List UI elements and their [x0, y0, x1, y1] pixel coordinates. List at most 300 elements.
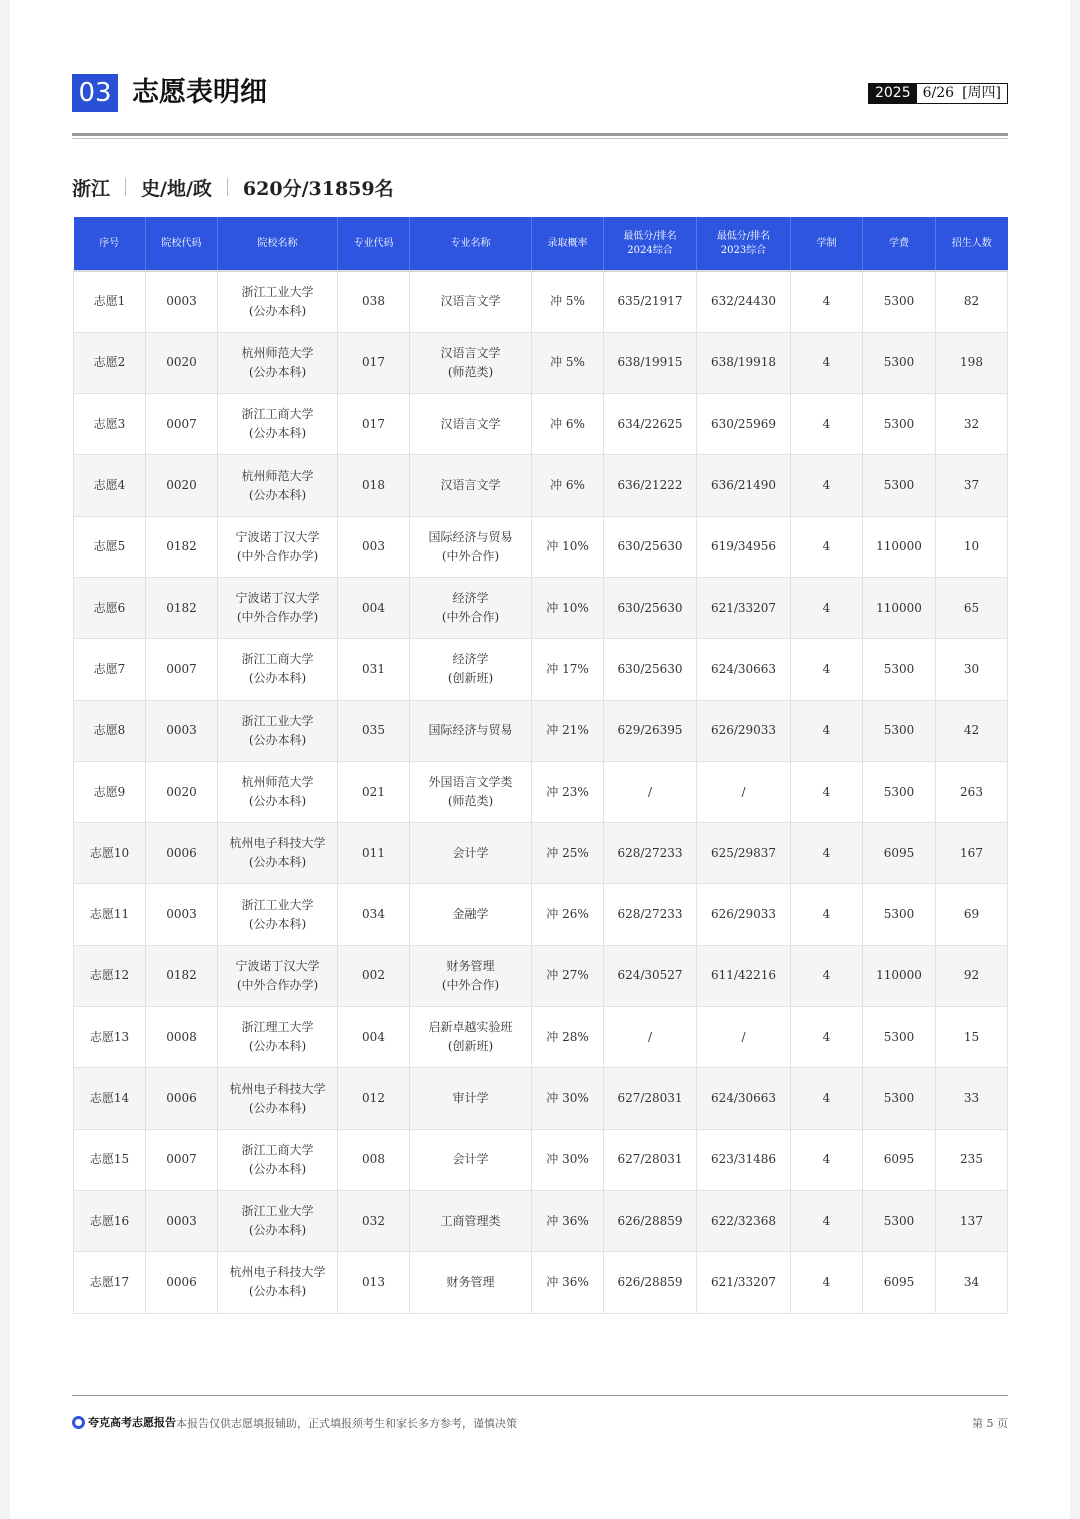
- study-years: 4: [791, 1252, 863, 1313]
- school-code: 0020: [146, 455, 218, 516]
- table-row: [74, 945, 1008, 1006]
- school-code: 0003: [146, 1190, 218, 1251]
- school-name-text: 浙江工业大学: [241, 1204, 314, 1219]
- column-header-label: 学费: [889, 237, 909, 249]
- choice-number: 志愿1: [74, 271, 146, 332]
- school-name-text: 杭州电子科技大学: [229, 1265, 326, 1280]
- study-years: 4: [791, 639, 863, 700]
- tuition-fee: 5300: [863, 1190, 936, 1251]
- column-header-label: 录取概率: [547, 237, 588, 249]
- report-page: [10, 0, 1070, 1519]
- brand-name: 夸克高考志愿报告: [88, 1416, 176, 1429]
- tuition-fee: 5300: [863, 332, 936, 393]
- major-name[interactable]: [410, 394, 532, 455]
- date-weekday: [周四]: [962, 85, 1001, 101]
- school-name-note: (中外合作办学): [236, 610, 319, 625]
- min-score-rank-2024: 636/21222: [604, 455, 697, 516]
- column-header: [863, 217, 936, 271]
- major-code: 002: [338, 945, 410, 1006]
- school-name[interactable]: [218, 700, 338, 761]
- school-name-text: 杭州电子科技大学: [229, 836, 326, 851]
- tuition-fee: 110000: [863, 945, 936, 1006]
- admission-probability: 冲 17%: [532, 639, 604, 700]
- choice-number: 志愿13: [74, 1007, 146, 1068]
- major-name[interactable]: [410, 639, 532, 700]
- tuition-fee: 5300: [863, 394, 936, 455]
- admission-probability: 冲 25%: [532, 823, 604, 884]
- major-name-text: 启新卓越实验班: [428, 1020, 513, 1035]
- min-score-rank-2024: 630/25630: [604, 639, 697, 700]
- brand: [72, 1414, 176, 1430]
- table-row: [74, 1068, 1008, 1129]
- min-score-rank-2023: 611/42216: [697, 945, 791, 1006]
- table-row: [74, 577, 1008, 638]
- tuition-fee: 5300: [863, 455, 936, 516]
- min-score-rank-2023: /: [697, 761, 791, 822]
- min-score-rank-2023: 624/30663: [697, 639, 791, 700]
- school-name-text: 宁波诺丁汉大学: [235, 529, 320, 544]
- admission-probability: 冲 21%: [532, 700, 604, 761]
- header-divider-thin: [72, 138, 1008, 139]
- major-name[interactable]: [410, 1190, 532, 1251]
- study-years: 4: [791, 271, 863, 332]
- choice-number: 志愿11: [74, 884, 146, 945]
- major-name[interactable]: [410, 1068, 532, 1129]
- min-score-rank-2024: 628/27233: [604, 823, 697, 884]
- admission-probability: 冲 27%: [532, 945, 604, 1006]
- column-header-sublabel: 2023综合: [720, 244, 767, 256]
- min-score-rank-2023: 630/25969: [697, 394, 791, 455]
- study-years: 4: [791, 761, 863, 822]
- province: 浙江: [72, 177, 111, 200]
- school-name-note: (公办本科): [248, 426, 307, 441]
- min-score-rank-2023: 632/24430: [697, 271, 791, 332]
- school-code: 0182: [146, 577, 218, 638]
- min-score-rank-2023: 622/32368: [697, 1190, 791, 1251]
- school-name-text: 浙江工商大学: [241, 1142, 314, 1157]
- major-name-text: 国际经济与贸易: [428, 529, 513, 544]
- school-name-text: 宁波诺丁汉大学: [235, 591, 320, 606]
- school-name[interactable]: [218, 1190, 338, 1251]
- column-header-label: 招生人数: [951, 237, 992, 249]
- major-name-text: 工商管理类: [440, 1213, 501, 1228]
- tuition-fee: 5300: [863, 271, 936, 332]
- table-row: [74, 455, 1008, 516]
- table-row: [74, 332, 1008, 393]
- column-header-label: 最低分/排名: [716, 230, 771, 242]
- major-name-text: 汉语言文学: [440, 416, 501, 431]
- school-name[interactable]: [218, 823, 338, 884]
- min-score-rank-2023: /: [697, 1007, 791, 1068]
- footer-divider: [72, 1395, 1008, 1396]
- major-name[interactable]: [410, 823, 532, 884]
- major-name-text: 汉语言文学: [440, 294, 501, 309]
- column-header: [218, 217, 338, 271]
- school-name-note: (公办本科): [248, 303, 307, 318]
- major-name[interactable]: [410, 884, 532, 945]
- tuition-fee: 5300: [863, 884, 936, 945]
- school-code: 0020: [146, 761, 218, 822]
- min-score-rank-2024: 628/27233: [604, 884, 697, 945]
- study-years: 4: [791, 1068, 863, 1129]
- application-table: [73, 217, 1008, 1314]
- min-score-rank-2023: 636/21490: [697, 455, 791, 516]
- major-name[interactable]: [410, 700, 532, 761]
- enrollment-count: 137: [936, 1190, 1008, 1251]
- column-header: [604, 217, 697, 271]
- school-name-text: 浙江理工大学: [241, 1020, 314, 1035]
- school-name[interactable]: [218, 884, 338, 945]
- choice-number: 志愿4: [74, 455, 146, 516]
- brand-logo-icon: [72, 1416, 85, 1429]
- major-name-note: (创新班): [447, 1039, 494, 1054]
- school-name[interactable]: [218, 1007, 338, 1068]
- school-name-note: (公办本科): [248, 487, 307, 502]
- major-name[interactable]: [410, 455, 532, 516]
- major-code: 017: [338, 394, 410, 455]
- school-name-note: (公办本科): [248, 671, 307, 686]
- min-score-rank-2023: 621/33207: [697, 1252, 791, 1313]
- min-score-rank-2023: 624/30663: [697, 1068, 791, 1129]
- page-number: 第 5 页: [972, 1417, 1008, 1430]
- enrollment-count: 167: [936, 823, 1008, 884]
- school-name-note: (中外合作办学): [236, 977, 319, 992]
- subject-combo: 史/地/政: [141, 177, 212, 200]
- school-code: 0007: [146, 1129, 218, 1190]
- major-name-note: (中外合作): [441, 548, 500, 563]
- major-name-note: (创新班): [447, 671, 494, 686]
- column-header-label: 序号: [99, 237, 120, 249]
- admission-probability: 冲 28%: [532, 1007, 604, 1068]
- admission-probability: 冲 26%: [532, 884, 604, 945]
- major-name-note: (中外合作): [441, 610, 500, 625]
- major-name[interactable]: [410, 271, 532, 332]
- major-code: 018: [338, 455, 410, 516]
- school-name-text: 杭州师范大学: [241, 345, 314, 360]
- date-badge: [868, 83, 1008, 104]
- study-years: 4: [791, 823, 863, 884]
- study-years: 4: [791, 394, 863, 455]
- admission-probability: 冲 10%: [532, 577, 604, 638]
- school-name-note: (公办本科): [248, 794, 307, 809]
- study-years: 4: [791, 332, 863, 393]
- column-header: [338, 217, 410, 271]
- school-name[interactable]: [218, 945, 338, 1006]
- table-row: [74, 394, 1008, 455]
- school-name[interactable]: [218, 1252, 338, 1313]
- school-name-text: 浙江工业大学: [241, 284, 314, 299]
- tuition-fee: 110000: [863, 577, 936, 638]
- choice-number: 志愿5: [74, 516, 146, 577]
- min-score-rank-2024: 635/21917: [604, 271, 697, 332]
- study-years: 4: [791, 700, 863, 761]
- enrollment-count: 37: [936, 455, 1008, 516]
- enrollment-count: 33: [936, 1068, 1008, 1129]
- major-code: 032: [338, 1190, 410, 1251]
- min-score-rank-2024: 638/19915: [604, 332, 697, 393]
- school-name-note: (公办本科): [248, 1100, 307, 1115]
- major-code: 013: [338, 1252, 410, 1313]
- study-years: 4: [791, 1129, 863, 1190]
- study-years: 4: [791, 1190, 863, 1251]
- school-name[interactable]: [218, 516, 338, 577]
- table-row: [74, 271, 1008, 332]
- table-row: [74, 1129, 1008, 1190]
- major-code: 008: [338, 1129, 410, 1190]
- page-footer: [72, 1414, 1008, 1432]
- choice-number: 志愿8: [74, 700, 146, 761]
- min-score-rank-2023: 625/29837: [697, 823, 791, 884]
- enrollment-count: 30: [936, 639, 1008, 700]
- admission-probability: 冲 30%: [532, 1129, 604, 1190]
- school-name[interactable]: [218, 271, 338, 332]
- school-code: 0006: [146, 823, 218, 884]
- score-rank: 620分/31859名: [242, 177, 394, 200]
- major-code: 021: [338, 761, 410, 822]
- column-header-label: 院校代码: [161, 237, 202, 249]
- admission-probability: 冲 6%: [532, 394, 604, 455]
- info-separator: [227, 178, 228, 196]
- table-row: [74, 823, 1008, 884]
- school-name-note: (公办本科): [248, 1039, 307, 1054]
- choice-number: 志愿16: [74, 1190, 146, 1251]
- section-title: 志愿表明细: [132, 77, 267, 108]
- major-name[interactable]: [410, 1007, 532, 1068]
- school-name-text: 浙江工商大学: [241, 652, 314, 667]
- choice-number: 志愿12: [74, 945, 146, 1006]
- school-name[interactable]: [218, 332, 338, 393]
- school-name[interactable]: [218, 1129, 338, 1190]
- enrollment-count: 263: [936, 761, 1008, 822]
- major-name-text: 外国语言文学类: [428, 775, 513, 790]
- school-name[interactable]: [218, 394, 338, 455]
- choice-number: 志愿3: [74, 394, 146, 455]
- school-name-note: (公办本科): [248, 1223, 307, 1238]
- column-header: [532, 217, 604, 271]
- school-name-note: (公办本科): [248, 855, 307, 870]
- school-name-text: 浙江工业大学: [241, 897, 314, 912]
- major-name-text: 财务管理: [446, 958, 495, 973]
- major-name-text: 金融学: [452, 907, 489, 922]
- min-score-rank-2024: 627/28031: [604, 1068, 697, 1129]
- major-code: 004: [338, 1007, 410, 1068]
- enrollment-count: 15: [936, 1007, 1008, 1068]
- school-code: 0006: [146, 1068, 218, 1129]
- major-name-text: 经济学: [452, 652, 489, 667]
- school-name-text: 宁波诺丁汉大学: [235, 958, 320, 973]
- choice-number: 志愿17: [74, 1252, 146, 1313]
- min-score-rank-2023: 626/29033: [697, 884, 791, 945]
- major-name[interactable]: [410, 1129, 532, 1190]
- admission-probability: 冲 5%: [532, 271, 604, 332]
- table-row: [74, 516, 1008, 577]
- min-score-rank-2024: 627/28031: [604, 1129, 697, 1190]
- choice-number: 志愿9: [74, 761, 146, 822]
- column-header-label: 专业代码: [353, 237, 394, 249]
- column-header: [936, 217, 1008, 271]
- disclaimer: 本报告仅供志愿填报辅助，正式填报须考生和家长多方参考，谨慎决策: [176, 1417, 517, 1430]
- major-name[interactable]: [410, 332, 532, 393]
- min-score-rank-2024: /: [604, 1007, 697, 1068]
- study-years: 4: [791, 516, 863, 577]
- min-score-rank-2024: 626/28859: [604, 1252, 697, 1313]
- column-header: [410, 217, 532, 271]
- enrollment-count: 32: [936, 394, 1008, 455]
- major-code: 011: [338, 823, 410, 884]
- tuition-fee: 5300: [863, 1068, 936, 1129]
- enrollment-count: 10: [936, 516, 1008, 577]
- enrollment-count: 198: [936, 332, 1008, 393]
- column-header-label: 专业名称: [450, 237, 491, 249]
- column-header: [791, 217, 863, 271]
- section-number-badge: 03: [72, 74, 118, 112]
- admission-probability: 冲 5%: [532, 332, 604, 393]
- table-row: [74, 1190, 1008, 1251]
- major-name[interactable]: [410, 516, 532, 577]
- school-name-note: (公办本科): [248, 1284, 307, 1299]
- school-name-text: 浙江工业大学: [241, 713, 314, 728]
- school-name[interactable]: [218, 639, 338, 700]
- info-separator: [125, 178, 126, 196]
- min-score-rank-2024: 634/22625: [604, 394, 697, 455]
- admission-probability: 冲 36%: [532, 1190, 604, 1251]
- major-name-text: 会计学: [452, 1152, 489, 1167]
- major-name[interactable]: [410, 577, 532, 638]
- tuition-fee: 5300: [863, 700, 936, 761]
- table-header-row: [74, 217, 1008, 271]
- min-score-rank-2024: 624/30527: [604, 945, 697, 1006]
- major-name-text: 汉语言文学: [440, 345, 501, 360]
- tuition-fee: 110000: [863, 516, 936, 577]
- school-name-text: 杭州电子科技大学: [229, 1081, 326, 1096]
- tuition-fee: 5300: [863, 761, 936, 822]
- column-header: [697, 217, 791, 271]
- study-years: 4: [791, 945, 863, 1006]
- min-score-rank-2024: 626/28859: [604, 1190, 697, 1251]
- school-code: 0182: [146, 945, 218, 1006]
- section-header: [72, 74, 1008, 114]
- major-code: 034: [338, 884, 410, 945]
- admission-probability: 冲 36%: [532, 1252, 604, 1313]
- major-name[interactable]: [410, 1252, 532, 1313]
- major-code: 031: [338, 639, 410, 700]
- major-code: 004: [338, 577, 410, 638]
- admission-probability: 冲 23%: [532, 761, 604, 822]
- table-row: [74, 700, 1008, 761]
- column-header-label: 院校名称: [257, 237, 298, 249]
- tuition-fee: 6095: [863, 823, 936, 884]
- major-name-text: 审计学: [452, 1091, 489, 1105]
- choice-number: 志愿2: [74, 332, 146, 393]
- table-row: [74, 639, 1008, 700]
- school-name[interactable]: [218, 455, 338, 516]
- school-name[interactable]: [218, 1068, 338, 1129]
- major-code: 035: [338, 700, 410, 761]
- choice-number: 志愿6: [74, 577, 146, 638]
- min-score-rank-2023: 623/31486: [697, 1129, 791, 1190]
- school-name-note: (中外合作办学): [236, 548, 319, 563]
- study-years: 4: [791, 455, 863, 516]
- school-name-text: 杭州师范大学: [241, 775, 314, 790]
- admission-probability: 冲 30%: [532, 1068, 604, 1129]
- major-code: 038: [338, 271, 410, 332]
- min-score-rank-2024: 629/26395: [604, 700, 697, 761]
- school-name[interactable]: [218, 761, 338, 822]
- major-name-text: 汉语言文学: [440, 478, 501, 493]
- min-score-rank-2024: 630/25630: [604, 516, 697, 577]
- tuition-fee: 6095: [863, 1129, 936, 1190]
- min-score-rank-2024: 630/25630: [604, 577, 697, 638]
- school-code: 0020: [146, 332, 218, 393]
- choice-number: 志愿10: [74, 823, 146, 884]
- enrollment-count: 65: [936, 577, 1008, 638]
- major-name-text: 财务管理: [446, 1274, 495, 1289]
- school-code: 0008: [146, 1007, 218, 1068]
- date-month-day: 6/26: [922, 85, 955, 101]
- tuition-fee: 5300: [863, 639, 936, 700]
- major-name-note: (师范类): [447, 794, 494, 809]
- table-row: [74, 1007, 1008, 1068]
- column-header-sublabel: 2024综合: [627, 244, 673, 256]
- major-name-text: 经济学: [452, 591, 489, 606]
- major-name-note: (师范类): [447, 364, 494, 379]
- school-code: 0007: [146, 394, 218, 455]
- major-name[interactable]: [410, 945, 532, 1006]
- enrollment-count: 82: [936, 271, 1008, 332]
- min-score-rank-2023: 621/33207: [697, 577, 791, 638]
- enrollment-count: 69: [936, 884, 1008, 945]
- table-row: [74, 884, 1008, 945]
- study-years: 4: [791, 1007, 863, 1068]
- min-score-rank-2023: 626/29033: [697, 700, 791, 761]
- column-header-label: 最低分/排名: [623, 230, 677, 242]
- study-years: 4: [791, 577, 863, 638]
- school-code: 0003: [146, 271, 218, 332]
- major-name-note: (中外合作): [441, 977, 500, 992]
- school-code: 0006: [146, 1252, 218, 1313]
- tuition-fee: 6095: [863, 1252, 936, 1313]
- table-row: [74, 1252, 1008, 1313]
- min-score-rank-2024: /: [604, 761, 697, 822]
- school-name[interactable]: [218, 577, 338, 638]
- tuition-fee: 5300: [863, 1007, 936, 1068]
- enrollment-count: 42: [936, 700, 1008, 761]
- school-name-note: (公办本科): [248, 916, 307, 931]
- school-code: 0003: [146, 700, 218, 761]
- school-name-text: 浙江工商大学: [241, 407, 314, 422]
- candidate-info: [72, 172, 394, 202]
- major-name-text: 会计学: [452, 845, 489, 860]
- choice-number: 志愿14: [74, 1068, 146, 1129]
- school-code: 0007: [146, 639, 218, 700]
- min-score-rank-2023: 638/19918: [697, 332, 791, 393]
- choice-number: 志愿7: [74, 639, 146, 700]
- enrollment-count: 92: [936, 945, 1008, 1006]
- enrollment-count: 34: [936, 1252, 1008, 1313]
- school-code: 0003: [146, 884, 218, 945]
- header-divider: [72, 133, 1008, 136]
- major-code: 012: [338, 1068, 410, 1129]
- school-name-note: (公办本科): [248, 1161, 307, 1176]
- admission-probability: 冲 6%: [532, 455, 604, 516]
- school-name-note: (公办本科): [248, 732, 307, 747]
- column-header-label: 学制: [816, 237, 837, 249]
- major-name[interactable]: [410, 761, 532, 822]
- admission-probability: 冲 10%: [532, 516, 604, 577]
- major-code: 003: [338, 516, 410, 577]
- column-header: [74, 217, 146, 271]
- major-name-text: 国际经济与贸易: [428, 723, 513, 738]
